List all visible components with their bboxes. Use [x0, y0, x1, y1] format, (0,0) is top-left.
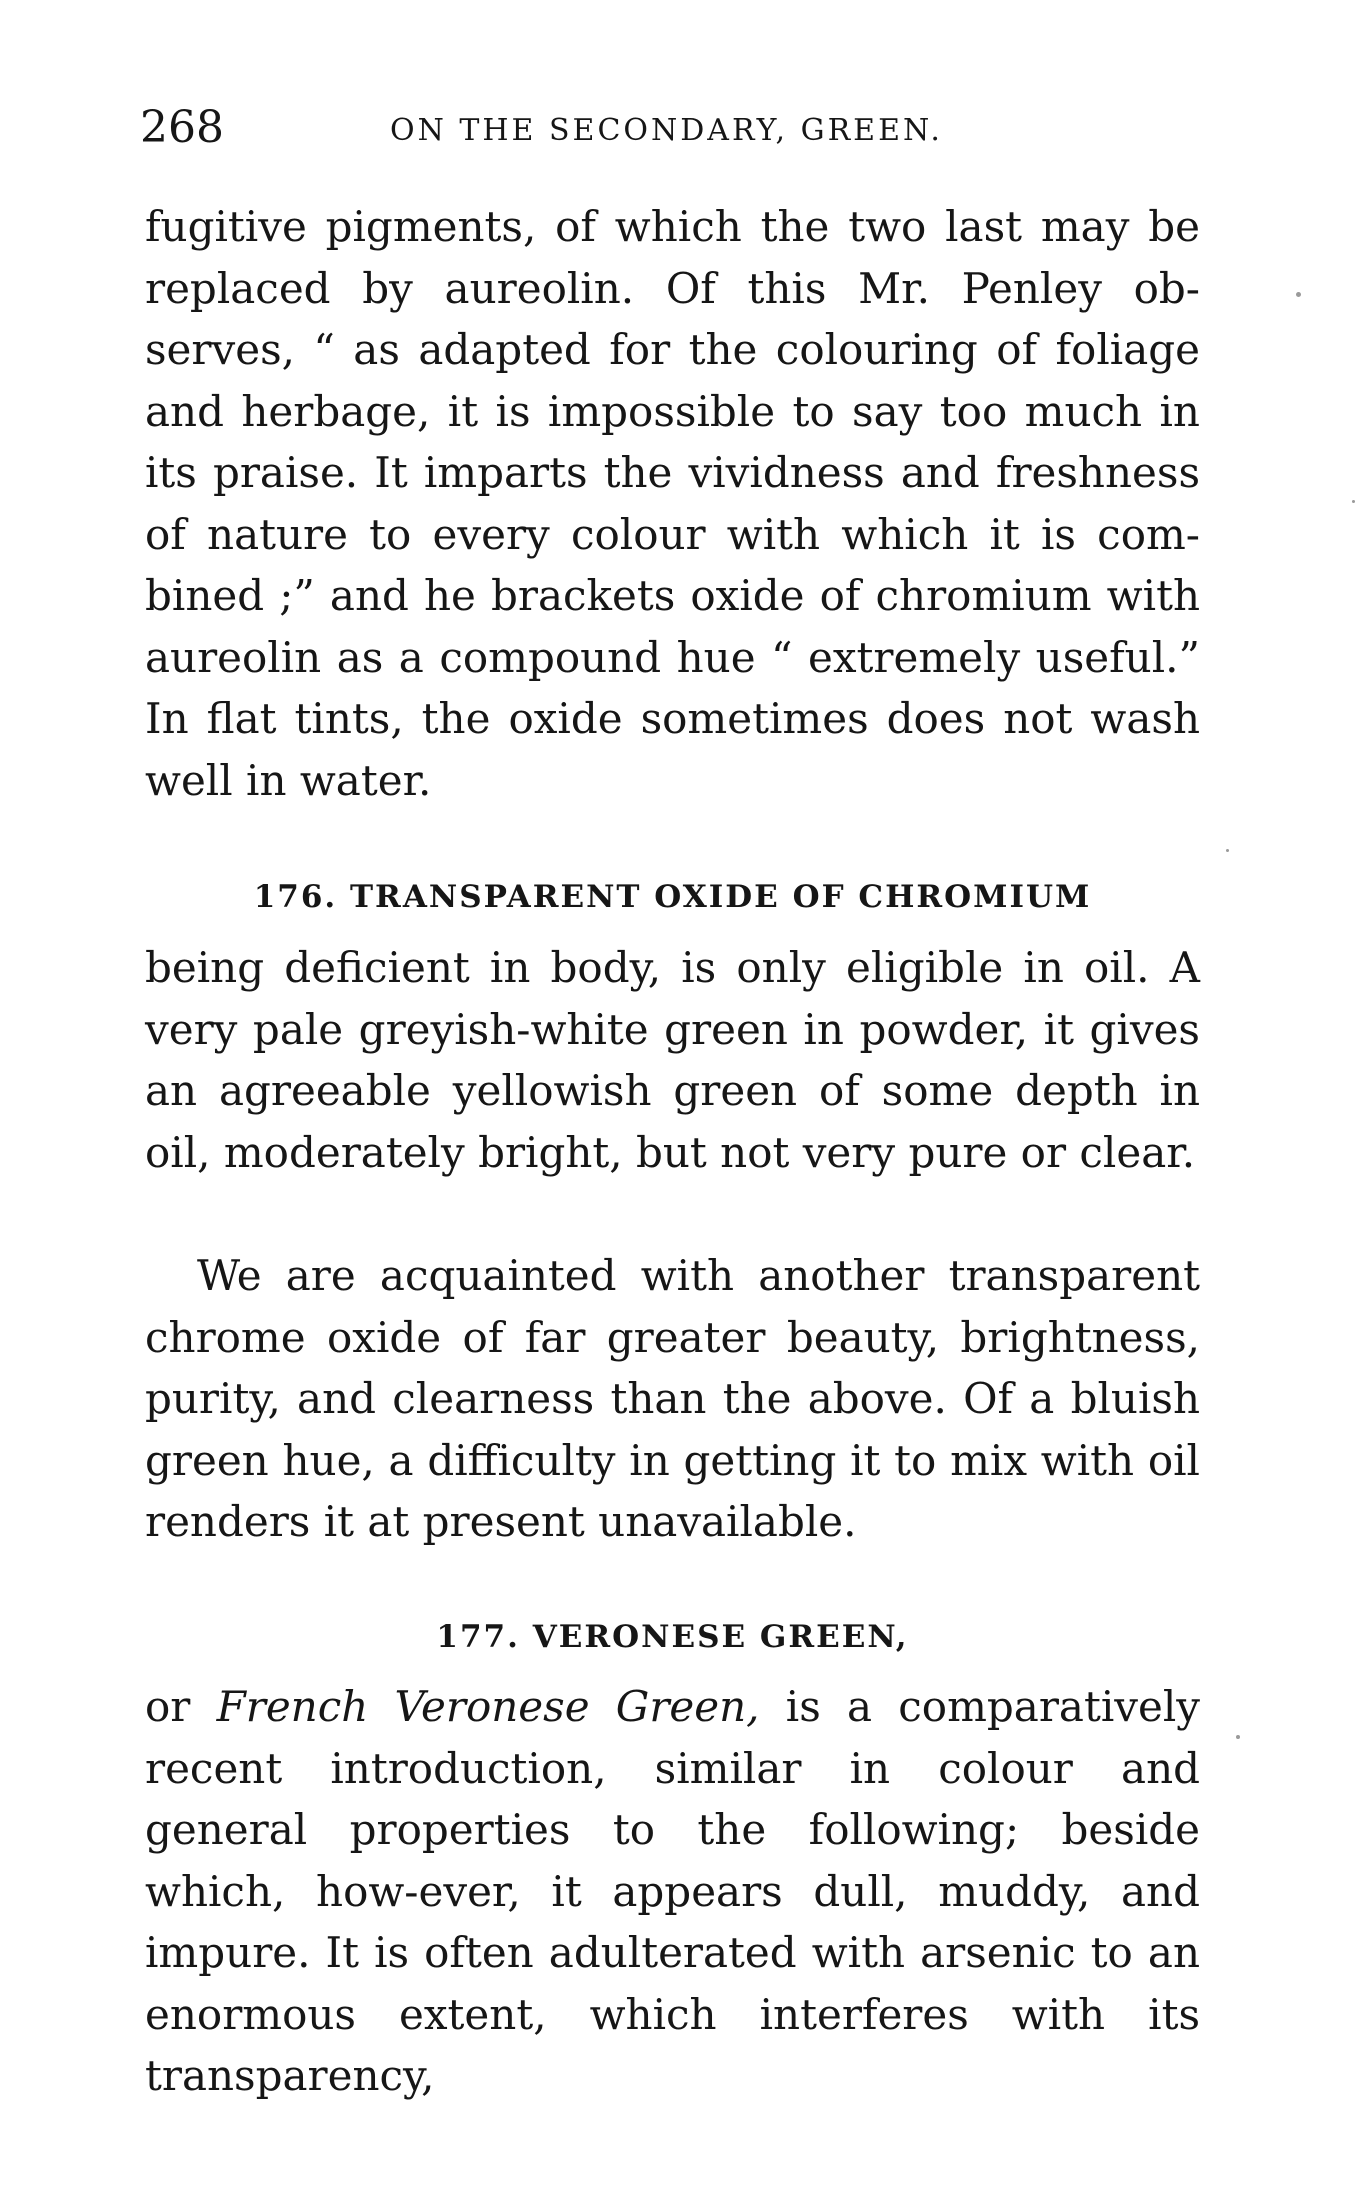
- section-heading-177: 177. VERONESE GREEN,: [436, 1619, 909, 1655]
- section-176-paragraph-2: We are acquainted with another transparent chrome oxide of far greater beauty, brightness, purity, and clearness than the above. Of a bluish green hue, a difficulty in getting it to mix with oil renders it at present unavailable.: [145, 1251, 1200, 1546]
- section-177-paragraph-rest: is a comparatively recent introduction, similar in colour and general properties to the following; beside which, how-ever, it appears dull, muddy, and impure. It is often adulterated with arsenic to an enormous extent, which interferes with its transparency,: [145, 1682, 1200, 2100]
- section-177-paragraph: [145, 1676, 1200, 2107]
- paragraph-continuation: fugitive pigments, of which the two last may be replaced by aureolin. Of this Mr. Penley ob-serves, “ as adapted for the colouring of foliage and herbage, it is impossible to say too much in its praise. It imparts the vividness and freshness of nature to every colour with which it is com-bined ;” and he brackets oxide of chromium with aureolin as a compound hue “ extremely useful.” In flat tints, the oxide sometimes does not wash well in water.: [145, 202, 1200, 805]
- page-number: 268: [140, 102, 224, 153]
- running-head: [140, 98, 1200, 158]
- print-speck: [1296, 292, 1301, 297]
- running-title: ON THE SECONDARY, GREEN.: [390, 113, 943, 148]
- print-speck: [1352, 500, 1355, 503]
- italic-pigment-name: French Veronese Green,: [216, 1682, 760, 1731]
- section-177-lead-text: or: [145, 1682, 217, 1731]
- print-speck: [1236, 1735, 1240, 1739]
- print-speck: [1226, 849, 1229, 852]
- section-heading-176: 176. TRANSPARENT OXIDE OF CHROMIUM: [253, 879, 1092, 915]
- section-176-paragraph-1: being deficient in body, is only eligible in oil. A very pale greyish-white green in powder, it gives an agreeable yellowish green of some depth in oil, moderately bright, but not very pure or clear.: [145, 943, 1200, 1177]
